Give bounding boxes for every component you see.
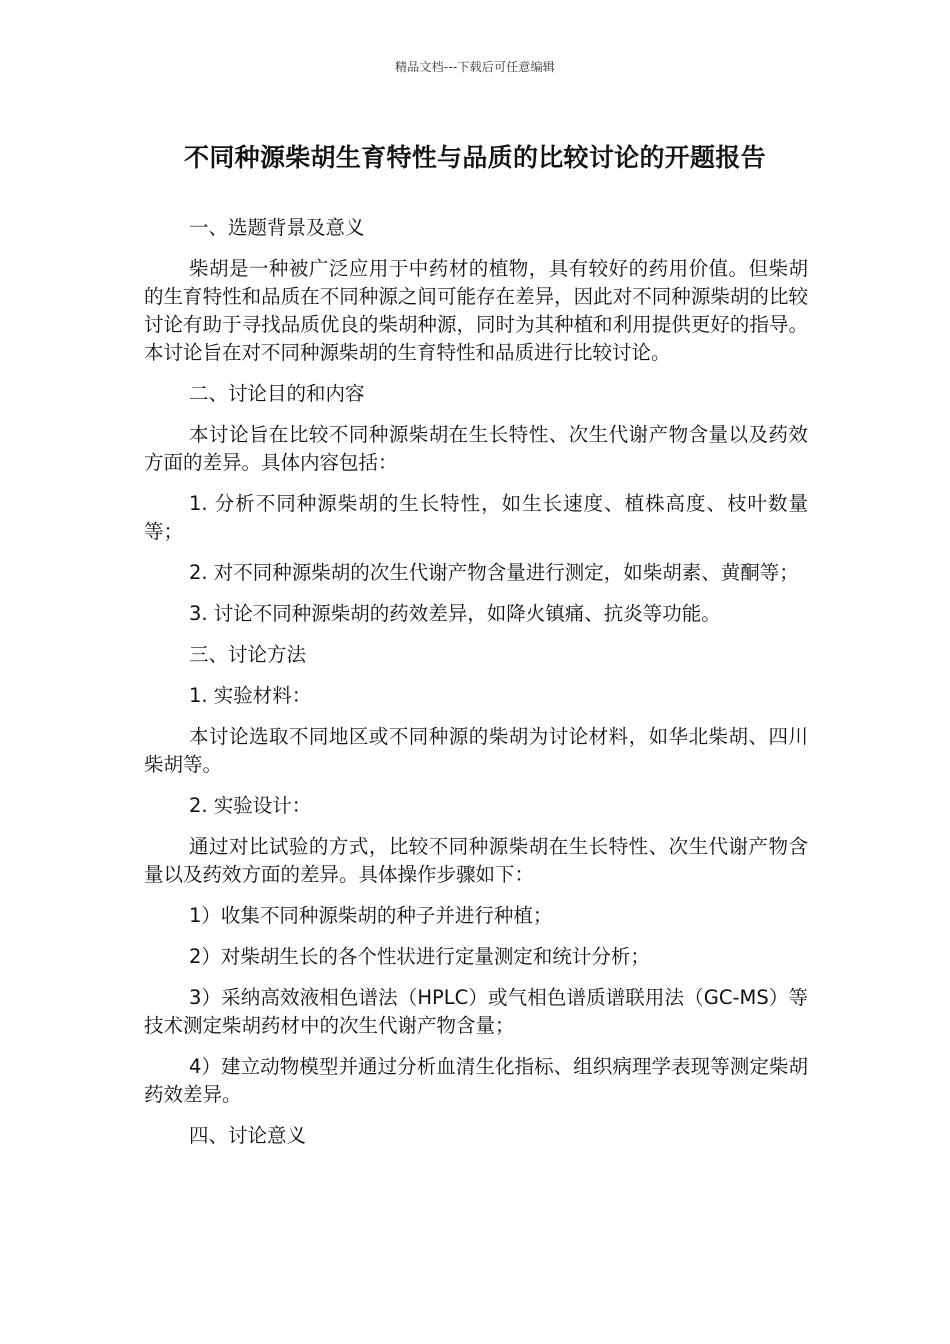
document-body — [144, 214, 808, 1163]
list-item-efficacy: 3. 讨论不同种源柴胡的药效差异，如降火镇痛、抗炎等功能。 — [189, 602, 721, 625]
paragraph-purpose-intro: 本讨论旨在比较不同种源柴胡在生长特性、次生代谢产物含量以及药效方面的差异。具体内容包括： — [144, 423, 808, 474]
paragraph-design: 通过对比试验的方式，比较不同种源柴胡在生长特性、次生代谢产物含量以及药效方面的差异。具体操作步骤如下： — [144, 835, 808, 886]
subheading-materials: 1. 实验材料： — [189, 684, 312, 707]
document-title: 不同种源柴胡生育特性与品质的比较讨论的开题报告 — [184, 143, 766, 172]
section-heading-methods: 三、讨论方法 — [189, 643, 307, 666]
step-item-2: 2）对柴胡生长的各个性状进行定量测定和统计分析； — [189, 945, 650, 968]
step-item-1: 1）收集不同种源柴胡的种子并进行种植； — [189, 904, 553, 927]
list-item-growth: 1. 分析不同种源柴胡的生长特性，如生长速度、植株高度、枝叶数量等； — [144, 492, 808, 543]
step-item-4: 4）建立动物模型并通过分析血清生化指标、组织病理学表现等测定柴胡药效差异。 — [144, 1055, 808, 1106]
paragraph-materials: 本讨论选取不同地区或不同种源的柴胡为讨论材料，如华北柴胡、四川柴胡等。 — [144, 725, 808, 776]
subheading-design: 2. 实验设计： — [189, 794, 312, 817]
paragraph-background: 柴胡是一种被广泛应用于中药材的植物，具有较好的药用价值。但柴胡的生育特性和品质在不同种源之间可能存在差异，因此对不同种源柴胡的比较讨论有助于寻找品质优良的柴胡种源，同时为其种植和利用提供更好的指导。本讨论旨在对不同种源柴胡的生育特性和品质进行比较讨论。 — [144, 257, 808, 364]
page-header: 精品文档---下载后可任意编辑 — [395, 60, 555, 74]
list-item-metabolites: 2. 对不同种源柴胡的次生代谢产物含量进行测定，如柴胡素、黄酮等； — [189, 561, 799, 584]
section-heading-background: 一、选题背景及意义 — [189, 216, 365, 239]
section-heading-purpose: 二、讨论目的和内容 — [189, 382, 365, 405]
step-item-3: 3）采纳高效液相色谱法（HPLC）或气相色谱质谱联用法（GC-MS）等技术测定柴胡药材中的次生代谢产物含量； — [144, 986, 808, 1037]
section-heading-significance: 四、讨论意义 — [189, 1124, 307, 1147]
